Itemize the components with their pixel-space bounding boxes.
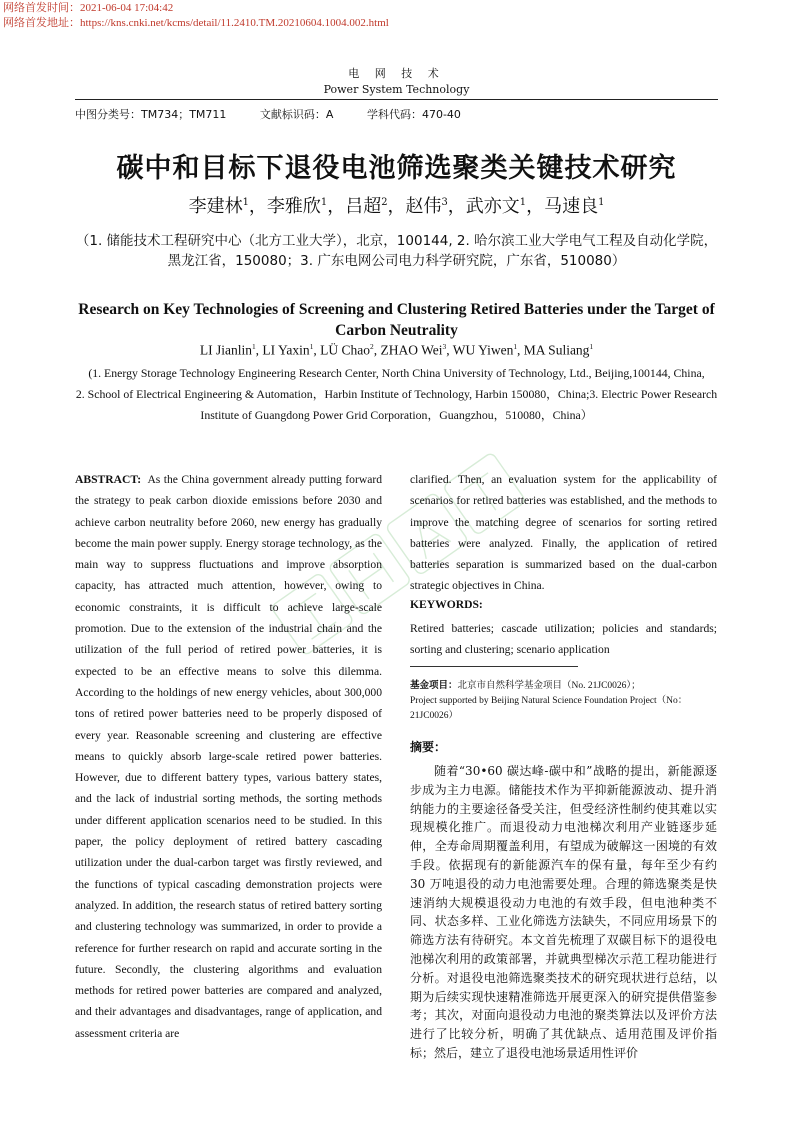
- author-cn-name: 李雅欣: [266, 196, 321, 217]
- author-en-name: MA Suliang: [523, 342, 590, 358]
- abstract-en-column-1: [75, 469, 382, 1044]
- author-cn-affil-mark: 1: [519, 197, 527, 208]
- author-en-affil-mark: 3: [442, 342, 447, 351]
- affiliation-line: 黑龙江省，150080；3. 广东电网公司电力科学研究院，广东省，510080）: [167, 253, 626, 269]
- classification-codes: [75, 106, 491, 122]
- affiliation-line-en: 2. School of Electrical Engineering & Automation，Harbin Institute of Technology, Harbin 150080，China;3. Electric Power Research: [75, 387, 718, 401]
- publish-url-link[interactable]: https://kns.cnki.net/kcms/detail/11.2410.TM.20210604.1004.002.html: [80, 17, 389, 29]
- author-en-affil-mark: 1: [589, 342, 594, 351]
- affiliations-cn: [75, 231, 718, 271]
- paper-title-en: Research on Key Technologies of Screening and Clustering Retired Batteries under the Target of Carbon Neutrality: [78, 301, 715, 339]
- author-cn-affil-mark: 3: [441, 197, 448, 208]
- author-en-name: LÜ Chao: [320, 342, 371, 358]
- funding-label: 基金项目：: [410, 680, 458, 691]
- author-cn-name: 李建林: [188, 196, 243, 217]
- author-cn-name: 吕超: [345, 196, 382, 217]
- journal-name-cn: 电 网 技 术: [348, 67, 445, 80]
- abstract-cn-text: 随着“30•60 碳达峰-碳中和”战略的提出，新能源逐步成为主力电源。储能技术作为平抑新能源波动、提升消纳能力的主要途径备受关注，但受经济性制约使其难以实现规模化推广。而退役动力电池梯次利用产业链逐步延伸，全寿命周期覆盖利用，有望成为破解这一困境的有效手段。依据现有的新能源汽车的保有量，每年至少有约 30 万吨退役的动力电池需要处理。合理的筛选聚类是快速消纳大规模退役动力电池的有效手段，但电池种类不同、状态多样、工业化筛选方法缺失，不同应用场景下的筛选方法有待研究。本文首先梳理了双碳目标下的退役电池梯次利用的政策部署，并就典型梯次示范工程功能进行分析。对退役电池筛选聚类技术的研究现状进行总结，以期为后续实现快速精准筛选开展更深入的研究提供借鉴参考；其次，对面向退役动力电池的聚类算法以及评价方法进行了比较分析，明确了其优缺点、适用范围及评价指标；然后，建立了退役电池场景适用性评价: [410, 764, 717, 1060]
- publish-time-label: 网络首发时间：: [3, 2, 80, 14]
- abstract-label: ABSTRACT:: [75, 473, 142, 486]
- journal-name-en: Power System Technology: [323, 83, 470, 96]
- abstract-cn-label: 摘要：: [410, 740, 447, 754]
- author-en-affil-mark: 1: [513, 342, 518, 351]
- affiliation-line: （1. 储能技术工程研究中心（北方工业大学），北京，100144, 2. 哈尔滨工业大学电气工程及自动化学院，: [75, 233, 718, 249]
- abstract-en-text-1: As the China government already putting forward the strategy to peak carbon dioxide emissions before 2030 and achieve carbon neutrality before 2060, new energy has gradually become the main power supply. Energy storage technology, as the main way to suppress fluctuations and improve absorption capacity, has attracted much attention, however, owing to economic constraints, it is difficult to achieve large-scale promotion. Due to the extension of the industrial chain and the utilization of the full period of retired power batteries, it is expected to be an effective means to solve this dilemma. According to the holdings of new energy vehicles, about 300,000 tons of retired power batteries need to be properly disposed of every year. Reasonable screening and clustering are effective means to quickly absorb large-scale retired power batteries. However, due to different battery types, various battery states, and the lack of industrial sorting methods, the sorting methods under different application scenarios need to be studied. In this paper, the policy deployment of retired battery cascading utilization under the dual-carbon target was firstly reviewed, and the functions of typical cascading demonstration projects were analyzed. In addition, the research status of retired battery sorting and clustering technology was summarized, in order to provide a reference for further research on rapid and accurate sorting in the future. Secondly, the clustering algorithms and evaluation methods for retired power batteries are compared and analyzed, and their advantages and disadvantages, range of application, and assessment criteria are: [75, 473, 382, 1040]
- author-en-name: ZHAO Wei: [380, 342, 443, 358]
- author-en-affil-mark: 1: [309, 342, 314, 351]
- publish-url-line: [3, 16, 389, 31]
- publish-url-label: 网络首发地址：: [3, 17, 80, 29]
- publish-time-line: [3, 1, 389, 16]
- author-en-name: LI Yaxin: [262, 342, 310, 358]
- funding-cn-line: [410, 678, 717, 694]
- clc-number: 中图分类号：TM734；TM711: [75, 108, 227, 121]
- author-cn-affil-mark: 1: [320, 197, 328, 208]
- author-cn-affil-mark: 1: [598, 197, 605, 208]
- abstract-en-text-2: clarified. Then, an evaluation system for the applicability of scenarios for retired batteries was established, and the methods to improve the matching degree of scenarios for sorting retired batteries were analyzed. Finally, the application of retired batteries separation is summarized based on the dual-carbon strategic objectives in China.: [410, 473, 717, 593]
- author-cn-affil-mark: 1: [242, 197, 249, 208]
- author-cn-affil-mark: 2: [381, 197, 388, 208]
- online-publication-info: [3, 1, 389, 31]
- affiliation-line-en: Institute of Guangdong Power Grid Corporation，Guangzhou，510080，China）: [200, 408, 593, 422]
- author-en-affil-mark: 1: [251, 342, 256, 351]
- author-cn-name: 马速良: [544, 196, 599, 217]
- funding-note: [410, 678, 717, 724]
- journal-header: [0, 66, 793, 98]
- abstract-en-column-2: [410, 469, 717, 597]
- authors-en: LI Jianlin$^1$, LI Yaxin$^1$, LÜ Chao$^2$, ZHAO Wei$^3$, WU Yiwen$^1$, MA Suliang$^1$: [199, 342, 594, 358]
- publish-time: 2021-06-04 17:04:42: [80, 2, 174, 14]
- footnote-divider: [410, 666, 578, 667]
- author-en-affil-mark: 2: [370, 342, 374, 351]
- author-en-name: WU Yiwen: [452, 342, 514, 358]
- affiliation-line-en: (1. Energy Storage Technology Engineering Research Center, North China University of Technology, Ltd., Beijing,100144, China,: [88, 366, 705, 380]
- paper-title-cn: 碳中和目标下退役电池筛选聚类关键技术研究: [116, 153, 677, 184]
- document-code: 文献标识码：A: [259, 108, 334, 121]
- author-cn-name: 武亦文: [465, 196, 520, 217]
- header-divider: [75, 99, 718, 100]
- author-cn-name: 赵伟: [405, 196, 442, 217]
- keywords-text: Retired batteries; cascade utilization; policies and standards; sorting and clustering; scenario application: [410, 622, 717, 657]
- authors-cn: 李建林$^1$，李雅欣$^1$，吕超$^2$，赵伟$^3$，武亦文$^1$，马速良$^1$: [188, 196, 605, 217]
- funding-en: Project supported by Beijing Natural Science Foundation Project（No：21JC0026）: [410, 696, 688, 721]
- funding-cn: 北京市自然科学基金项目（No. 21JC0026）；: [457, 681, 641, 691]
- subject-code: 学科代码：470-40: [366, 108, 461, 121]
- affiliations-en: [70, 363, 723, 426]
- author-en-name: LI Jianlin: [199, 342, 252, 358]
- keywords-label: KEYWORDS:: [410, 598, 483, 611]
